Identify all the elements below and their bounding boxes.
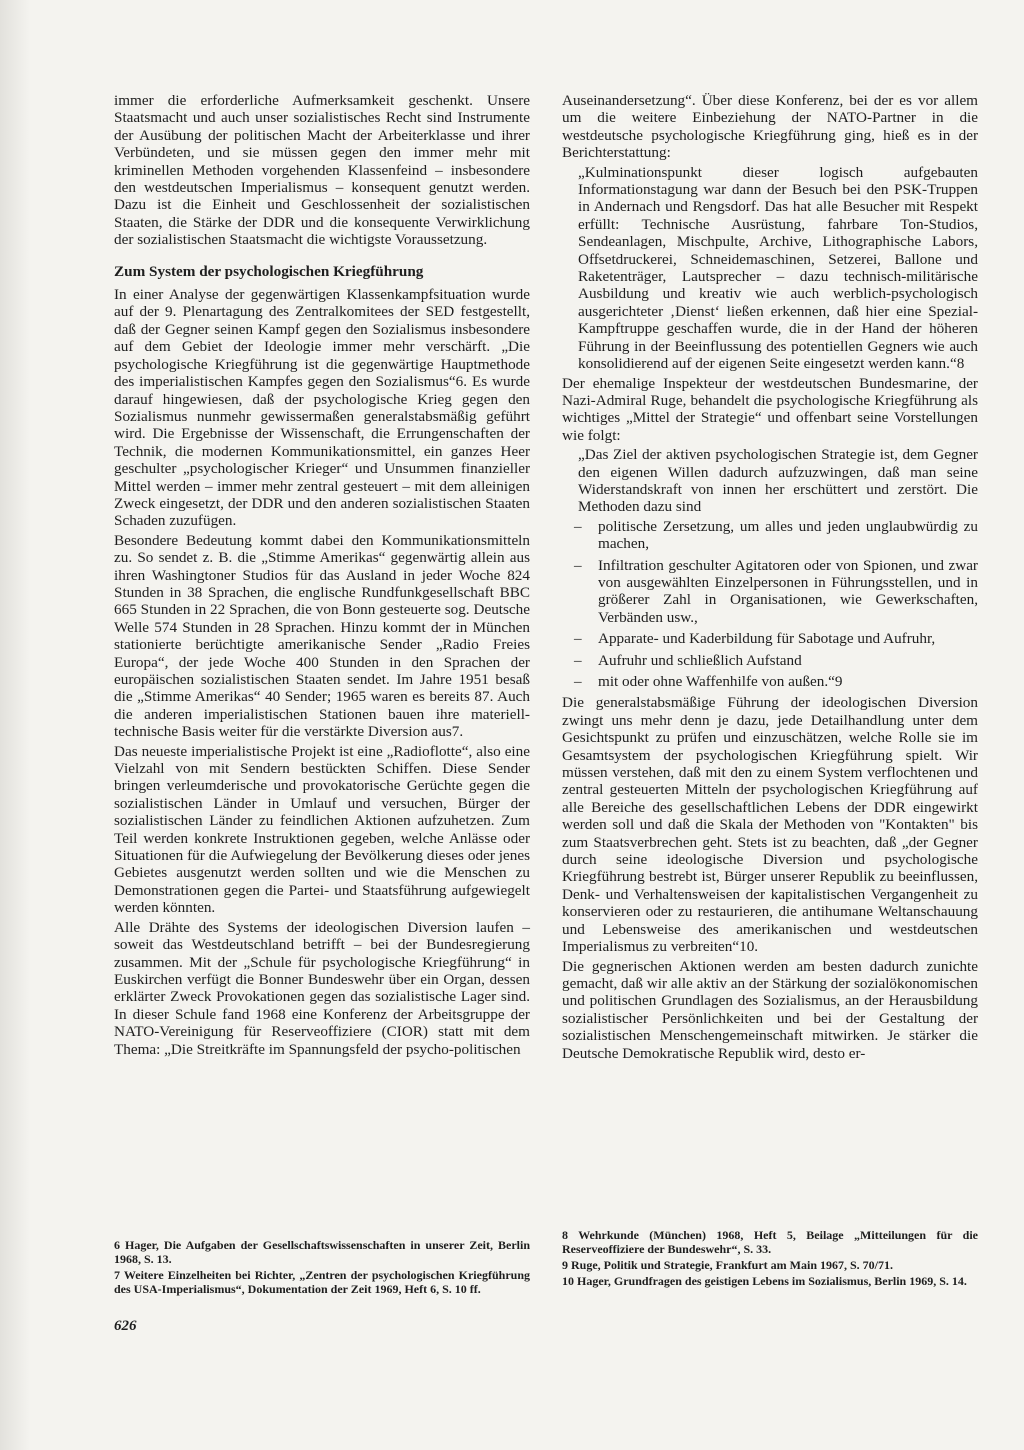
list-item xyxy=(562,557,978,627)
dash-bullet: – xyxy=(574,673,582,690)
list-item xyxy=(562,673,978,690)
list-item-text: politische Zersetzung, um alles und jeden unglaubwürdig zu machen, xyxy=(598,517,978,553)
list-item-text: Aufruhr und schließlich Aufstand xyxy=(598,651,802,669)
paragraph: Auseinandersetzung“. Über diese Konferenz, bei der es vor allem um die weitere Einbeziehung der NATO-Partner in die westdeutsche psychologische Kriegführung ging, hieß es in der Berichterstattung: xyxy=(562,92,978,162)
dash-bullet: – xyxy=(574,651,582,669)
list-item-text: mit oder ohne Waffenhilfe von außen.“9 xyxy=(598,673,843,690)
footnotes-left xyxy=(114,1238,530,1298)
page-number: 626 xyxy=(114,1318,137,1334)
paragraph: In einer Analyse der gegenwärtigen Klassenkampfsituation wurde auf der 9. Plenartagung des Zentralkomitees der SED festgestellt, daß der Gegner seinen Kampf gegen den Sozialismus insbesondere auf dem Gebiet der Ideologie immer mehr verschärft. „Die psychologische Kriegführung ist die gegenwärtige Hauptmethode des imperialistischen Kampfes gegen den Sozialismus“6. Es wurde darauf hingewiesen, daß der psychologische Krieg gegen den Sozialismus nunmehr gewissermaßen generalstabsmäßig geführt wird. Die Ergebnisse der Wissenschaft, die Errungenschaften der Technik, die modernen Kommunikationsmittel, ein ganzes Heer geschulter „psychologischer Krieger“ und Unsummen finanzieller Mittel werden – immer mehr zentral gesteuert – mit dem alleinigen Zweck eingesetzt, der DDR und den anderen sozialistischen Staaten Schaden zuzufügen. xyxy=(114,286,530,530)
footnotes-right xyxy=(562,1228,978,1290)
paragraph: Die generalstabsmäßige Führung der ideologischen Diversion zwingt uns mehr denn je dazu, jede Detailhandlung unter dem Gesichtspunkt zu prüfen und einzuschätzen, welche Rolle sie im Gesamtsystem der psychologischen Kriegführung spielt. Wir müssen verstehen, daß mit den zu einem System verflochtenen und zentral gesteuerten Mitteln der psychologischen Kriegführung auf alle Bereiche des gesellschaftlichen Lebens der DDR eingewirkt werden soll und daß die Skala der Methoden von "Kontakten" bis zum Staatsverbrechen geht. Stets ist zu beachten, daß „der Gegner durch seine ideologische Diversion und psychologische Kriegführung bestrebt ist, Bürger unserer Republik zu beeinflussen, Denk- und Verhaltensweisen der kapitalistischen Vergangenheit zu konservieren oder zu restaurieren, die antihumane Weltanschauung und Lebensweise des amerikanischen und westdeutschen Imperialismus zu verbreiten“10. xyxy=(562,694,978,956)
page-edge xyxy=(0,0,30,1450)
footnote: 9 Ruge, Politik und Strategie, Frankfurt am Main 1967, S. 70/71. xyxy=(562,1258,894,1272)
dash-bullet: – xyxy=(574,630,582,648)
list-item xyxy=(562,518,978,553)
paragraph: Alle Drähte des Systems der ideologischen Diversion laufen – soweit das Westdeutschland betrifft – bei der Bundesregierung zusammen. Mit der „Schule für psychologische Kriegführung“ in Euskirchen verfügt die Bonner Bundeswehr über ein Organ, dessen erklärter Zweck Provokationen gegen das sozialistische Lager sind. In dieser Schule fand 1968 eine Konferenz der Arbeitsgruppe der NATO-Vereinigung für Reserveoffiziere (CIOR) statt mit dem Thema: „Die Streitkräfte im Spannungsfeld der psycho-politischen xyxy=(114,918,530,1058)
dash-bullet: – xyxy=(574,556,582,574)
paragraph: Die gegnerischen Aktionen werden am besten dadurch zunichte gemacht, daß wir alle aktiv an der Stärkung der sozialökonomischen und politischen Grundlagen des Sozialismus, an der Herausbildung sozialistischer Persönlichkeiten und bei der Gestaltung der sozialistischen Menschengemeinschaft mitwirken. Je stärker die Deutsche Demokratische Republik wird, desto er- xyxy=(562,957,978,1062)
footnote: 6 Hager, Die Aufgaben der Gesellschaftswissenschaften in unserer Zeit, Berlin 1968, S. 13. xyxy=(114,1238,530,1266)
section-heading: Zum System der psychologischen Kriegführung xyxy=(114,262,424,280)
footnote: 8 Wehrkunde (München) 1968, Heft 5, Beilage „Mitteilungen für die Reserveoffiziere der Bundeswehr“, S. 33. xyxy=(562,1228,978,1256)
left-column xyxy=(114,92,530,1060)
block-quote: „Das Ziel der aktiven psychologischen Strategie ist, dem Gegner den eigenen Willen dadurch aufzuzwingen, daß man seine Widerstandskraft von innen her erschüttert und zerstört. Die Methoden dazu sind xyxy=(578,446,978,516)
list-item-text: Apparate- und Kaderbildung für Sabotage und Aufruhr, xyxy=(598,630,936,648)
list-item xyxy=(562,630,978,647)
block-quote: „Kulminationspunkt dieser logisch aufgebauten Informationstagung war dann der Besuch bei den PSK-Truppen in Andernach und Rengsdorf. Das hat alle Besucher mit Respekt erfüllt: Technische Ausrüstung, fahrbare Ton-Studios, Sendeanlagen, Mischpulte, Archive, Lithographische Labors, Offsetdruckerei, Schneidemaschinen, Setzerei, Ballone und Raketenträger, Lautsprecher – dazu technisch-militärische Ausbildung und kreativ wie auch werblich-psychologisch ausgerichteter ‚Dienst‘ ließen erkennen, daß hier eine Spezial-Kampftruppe geschaffen wurde, die in der Hand der höheren Führung in der Beeinflussung des potentiellen Gegners wie auch konsolidierend auf der eigenen Seite eingesetzt werden kann.“8 xyxy=(578,163,978,373)
paragraph: Besondere Bedeutung kommt dabei den Kommunikationsmitteln zu. So sendet z. B. die „Stimme Amerikas“ gegenwärtig allein aus ihren Washingtoner Studios für das Ausland in jeder Woche 824 Stunden in 38 Sprachen, die englische Rundfunkgesellschaft BBC 665 Stunden in 22 Sprachen, die von Bonn gesteuerte sog. Deutsche Welle 574 Stunden in 28 Sprachen. Hinzu kommt der in München stationierte berüchtigte amerikanische Sender „Radio Freies Europa“, der jede Woche 400 Stunden in den Sprachen der europäischen sozialistischen Staaten sendet. Im Jahre 1951 besaß die „Stimme Amerikas“ 40 Sender; 1965 waren es bereits 87. Auch die anderen imperialistischen Stationen bauen ihre materiell-technische Basis weiter für die verstärkte Diversion aus7. xyxy=(114,531,530,741)
dash-bullet: – xyxy=(574,517,582,535)
list-item xyxy=(562,652,978,669)
list-item-text: Infiltration geschulter Agitatoren oder von Spionen, und zwar von ausgewählten Einzelpersonen in Führungsstellen, und in größerer Zahl in Organisationen, wie Gewerkschaften, Verbänden usw., xyxy=(598,556,978,626)
footnote: 10 Hager, Grundfragen des geistigen Lebens im Sozialismus, Berlin 1969, S. 14. xyxy=(562,1274,967,1288)
paragraph: Der ehemalige Inspekteur der westdeutschen Bundesmarine, der Nazi-Admiral Ruge, behandelt die psychologische Kriegführung als wichtiges „Mittel der Strategie“ und offenbart seine Vorstellungen wie folgt: xyxy=(562,374,978,444)
methods-list xyxy=(562,518,978,691)
paragraph: immer die erforderliche Aufmerksamkeit geschenkt. Unsere Staatsmacht und auch unser sozialistisches Recht sind Instrumente der Ausübung der politischen Macht der Arbeiterklasse und ihrer Verbündeten, und sie müssen gegen den immer mehr mit kriminellen Methoden vorgehenden Klassenfeind – insbesondere den westdeutschen Imperialismus – konsequent genutzt werden. Dazu ist die Einheit und Geschlossenheit der sozialistischen Staaten, die Stärke der DDR und die konsequente Verwirklichung der sozialistischen Staatsmacht die wichtigste Voraussetzung. xyxy=(114,92,530,249)
right-column xyxy=(562,92,978,1064)
paragraph: Das neueste imperialistische Projekt ist eine „Radioflotte“, also eine Vielzahl von mit Sendern bestückten Schiffen. Diese Sender bringen verleumderische und provokatorische Gerüchte gegen die sozialistischen Länder in Umlauf und versuchen, Bürger der sozialistischen Länder zu feindlichen Aktionen aufzuhetzen. Zum Teil werden konkrete Instruktionen gegeben, welche Anlässe oder Situationen für die Aufwiegelung der Bevölkerung dieses oder jenes Gebietes ausgenutzt werden sollten und wie die Menschen zu Demonstrationen gegen die Partei- und Staatsführung aufgewiegelt werden könnten. xyxy=(114,742,530,917)
footnote: 7 Weitere Einzelheiten bei Richter, „Zentren der psychologischen Kriegführung des USA-Imperialismus“, Dokumentation der Zeit 1969, Heft 6, S. 10 ff. xyxy=(114,1268,530,1296)
